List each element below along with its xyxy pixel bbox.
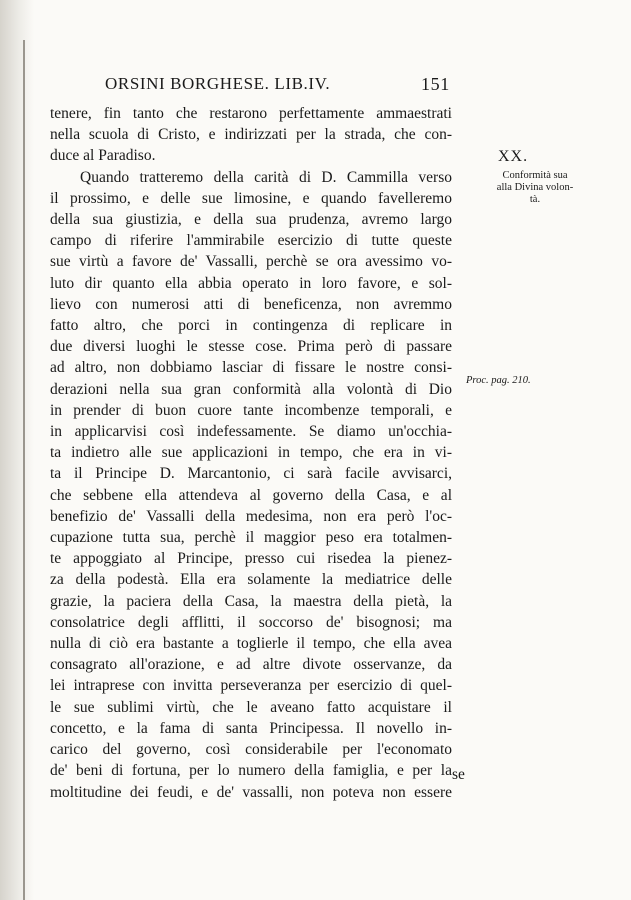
margin-note [460,170,610,206]
text-line: ta il Principe D. Marcantonio, ci sarà facile avvisarci, [50,465,452,483]
text-line: le sue sublimi virtù, che le aveano fatto acquistare il [50,698,452,716]
text-line: lievo con numerosi atti di beneficenza, non avremmo [50,295,452,313]
text-line: fatto altro, che porci in contingenza di replicare in [50,317,452,335]
text-line: che sebbene ella attendeva al governo della Casa, e al [50,486,452,504]
text-line: della sua giustizia, e della sua prudenza, avremo largo [50,211,452,229]
text-line: in prender di buon cuore tante incombenze temporali, e [50,401,452,419]
binding-gutter [0,0,34,900]
text-line: lei intraprese con invitta perseveranza per esercizio di quel- [50,677,452,695]
text-line: ad altro, non dobbiamo lasciar di fissare le nostre consi- [50,359,452,377]
text-line: il prossimo, e delle sue limosine, e quando favelleremo [50,189,452,207]
text-line: luto dir quanto ella abbia operato in loro favore, e sol- [50,274,452,292]
text-line: sue virtù a favore de' Vassalli, perchè se ora avessimo vo- [50,253,452,271]
text-line: consolatrice degli afflitti, il soccorso de' bisognosi; ma [50,613,452,631]
margin-section-number: XX. [498,148,529,165]
text-line: benefizio de' Vassalli della medesima, non era però l'oc- [50,507,452,525]
text-line: in applicarvisi così indefessamente. Se diamo un'occhia- [50,423,452,441]
text-line: za della podestà. Ella era solamente la mediatrice delle [50,571,452,589]
text-line: de' beni di fortuna, per lo numero della famiglia, e per la [50,762,452,780]
paragraph-first-line: Quando tratteremo della carità di D. Cammilla verso [80,168,452,186]
text-line: duce al Paradiso. [50,147,156,165]
text-line: concetto, e la fama di santa Principessa. Il novello in- [50,719,452,737]
text-line: carico del governo, così considerabile per l'economato [50,741,452,759]
text-line: campo di riferire l'ammirabile esercizio di tutte queste [50,232,452,250]
running-title: ORSINI BORGHESE. LIB.IV. [105,74,331,93]
page-number: 151 [421,74,450,94]
text-line: moltitudine dei feudi, e de' vassalli, non poteva non essere [50,783,452,801]
margin-note-line: alla Divina volon- [496,182,574,193]
margin-reference: Proc. pag. 210. [466,375,531,386]
text-line: tenere, fin tanto che restarono perfettamente ammaestrati [50,105,452,122]
catchword: se [452,766,465,783]
main-text-column [50,103,452,803]
text-line: nella scuola di Cristo, e indirizzati per la strada, che con- [50,126,452,144]
binding-edge-line [23,40,25,900]
text-line: cupazione tutta sua, perchè il maggior peso era totalmen- [50,529,452,547]
text-line: due diversi luoghi le stesse cose. Prima però di passare [50,338,452,356]
text-line: derazioni nella sua gran conformità alla volontà di Dio [50,380,452,398]
text-line: grazie, la paciera della Casa, la maestra della pietà, la [50,592,452,610]
margin-note-line: tà. [529,194,541,205]
text-line: te appoggiato al Principe, presso cui risedea la pienez- [50,550,452,568]
text-line: ta indietro alle sue applicazioni in tempo, che era in vi- [50,444,452,462]
text-line: nulla di ciò era bastante a toglierle il tempo, che ella avea [50,635,452,653]
text-line: consagrato all'orazione, e ad altre divote osservanze, da [50,656,452,674]
margin-note-line: Conformità sua [502,170,568,181]
